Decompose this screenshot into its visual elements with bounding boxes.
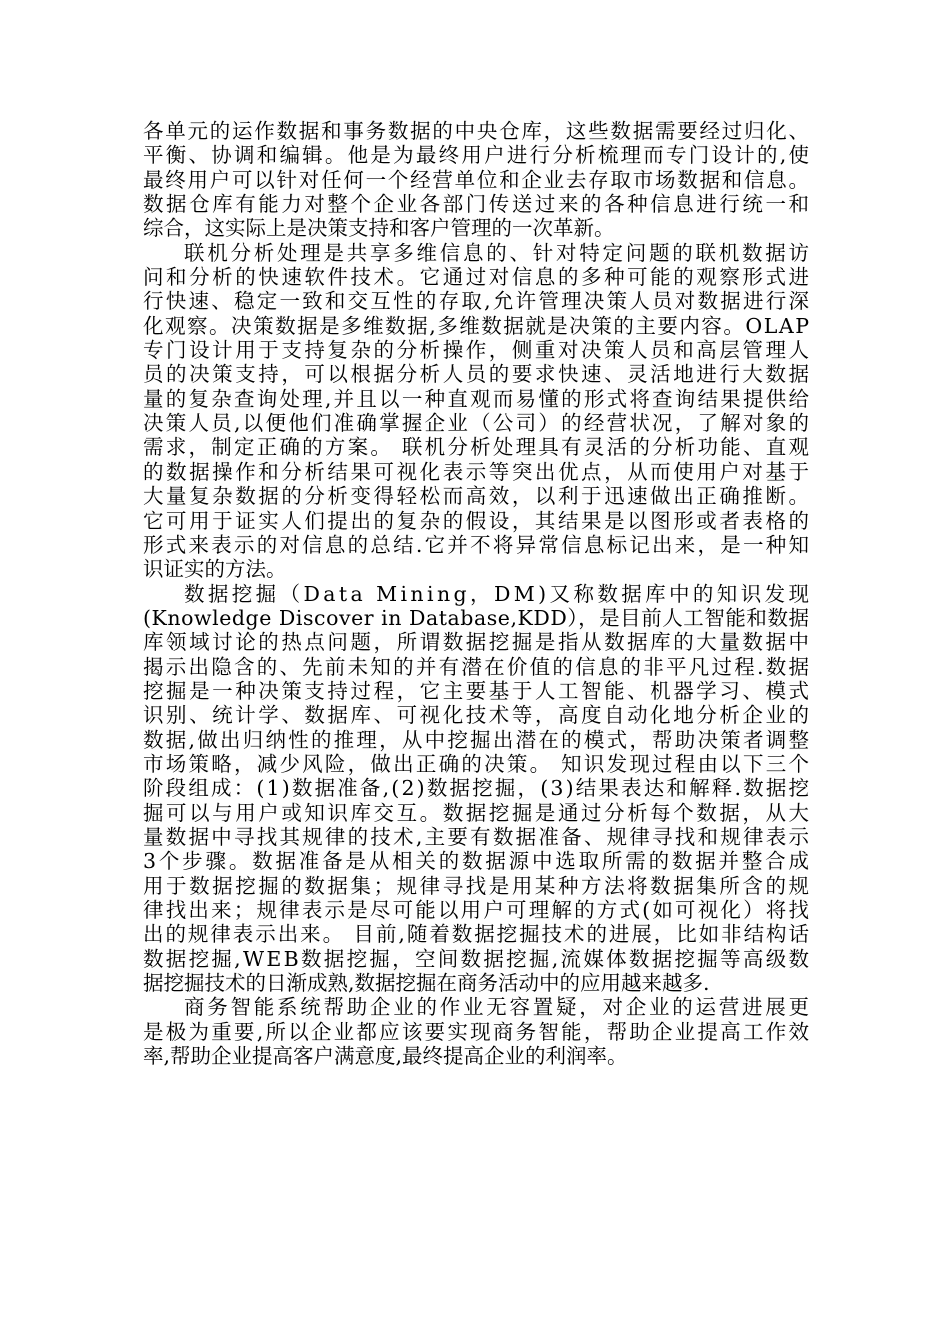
text-line: 需求，制定正确的方案。 联机分析处理具有灵活的分析功能、直观: [143, 435, 812, 460]
text-line: 数据挖掘（Data Mining，DM)又称数据库中的知识发现: [184, 581, 813, 606]
text-line: 最终用户可以针对任何一个经营单位和企业去存取市场数据和信息。: [143, 167, 811, 192]
text-line: 商务智能系统帮助企业的作业无容置疑，对企业的运营进展更: [184, 995, 812, 1020]
text-line: 行快速、稳定一致和交互性的存取,允许管理决策人员对数据进行深: [143, 289, 812, 314]
text-line: 是极为重要,所以企业都应该要实现商务智能，帮助企业提高工作效: [143, 1019, 812, 1044]
text-line: 率,帮助企业提高客户满意度,最终提高企业的利润率。: [143, 1044, 628, 1069]
text-line: 数据,做出归纳性的推理，从中挖掘出潜在的模式，帮助决策者调整: [143, 727, 812, 752]
text-line: 数据仓库有能力对整个企业各部门传送过来的各种信息进行统一和: [143, 192, 812, 217]
text-line: 出的规律表示出来。 目前,随着数据挖掘技术的进展，比如非结构话: [143, 922, 811, 947]
text-line: 平衡、协调和编辑。他是为最终用户进行分析梳理而专门设计的,使: [143, 143, 812, 168]
paragraph: [143, 240, 812, 582]
text-line: 综合，这实际上是决策支持和客户管理的一次革新。: [143, 216, 615, 241]
text-line: 量数据中寻找其规律的技术,主要有数据准备、规律寻找和规律表示: [143, 824, 812, 849]
text-line: 识证实的方法。: [143, 557, 287, 582]
text-line: 它可用于证实人们提出的复杂的假设，其结果是以图形或者表格的: [143, 508, 812, 533]
text-line: 各单元的运作数据和事务数据的中央仓库，这些数据需要经过归化、: [143, 119, 811, 143]
text-line: 用于数据挖掘的数据集；规律寻找是用某种方法将数据集所含的规: [143, 873, 812, 898]
text-line: 化观察。决策数据是多维数据,多维数据就是决策的主要内容。OLAP: [143, 313, 811, 338]
text-line: 形式来表示的对信息的总结.它并不将异常信息标记出来，是一种知: [143, 532, 812, 557]
text-line: 识别、统计学、数据库、可视化技术等，高度自动化地分析企业的: [143, 703, 812, 728]
text-line: 大量复杂数据的分析变得轻松而高效，以利于迅速做出正确推断。: [143, 484, 812, 509]
text-line: 联机分析处理是共享多维信息的、针对特定问题的联机数据访: [184, 240, 812, 265]
text-line: 挖掘是一种决策支持过程，它主要基于人工智能、机器学习、模式: [143, 678, 812, 703]
text-line: 数据挖掘,WEB数据挖掘，空间数据挖掘,流媒体数据挖掘等高级数: [143, 946, 812, 971]
text-line: 阶段组成：(1)数据准备,(2)数据挖掘，(3)结果表达和解释.数据挖: [143, 776, 812, 801]
text-line: 库领域讨论的热点问题，所谓数据挖掘是指从数据库的大量数据中: [143, 630, 812, 655]
text-line: 决策人员,以便他们准确掌握企业（公司）的经营状况，了解对象的: [143, 411, 812, 436]
text-line: 据挖掘技术的日渐成熟,数据挖掘在商务活动中的应用越来越多.: [143, 971, 710, 996]
paragraph: [143, 995, 812, 1069]
text-line: 市场策略，减少风险，做出正确的决策。 知识发现过程由以下三个: [143, 751, 812, 776]
text-line: 员的决策支持，可以根据分析人员的要求快速、灵活地进行大数据: [143, 362, 812, 387]
text-line: 问和分析的快速软件技术。它通过对信息的多种可能的观察形式进: [143, 265, 812, 290]
text-line: 的数据操作和分析结果可视化表示等突出优点，从而使用户对基于: [143, 459, 812, 484]
text-line: 揭示出隐含的、先前未知的并有潜在价值的信息的非平凡过程.数据: [143, 654, 812, 679]
text-line: 专门设计用于支持复杂的分析操作，侧重对决策人员和高层管理人: [143, 338, 812, 363]
text-line: (Knowledge Discover in Database,KDD），是目前人工智能和数据: [143, 605, 810, 630]
text-line: 律找出来；规律表示是尽可能以用户可理解的方式(如可视化）将找: [143, 898, 812, 922]
paragraph: [143, 119, 812, 241]
text-line: 3个步骤。数据准备是从相关的数据源中选取所需的数据并整合成: [143, 849, 812, 874]
paragraph: [143, 581, 813, 996]
text-line: 量的复杂查询处理,并且以一种直观而易懂的形式将查询结果提供给: [143, 386, 812, 411]
body-text: [143, 119, 813, 1069]
text-line: 掘可以与用户或知识库交互。数据挖掘是通过分析每个数据，从大: [143, 800, 812, 825]
